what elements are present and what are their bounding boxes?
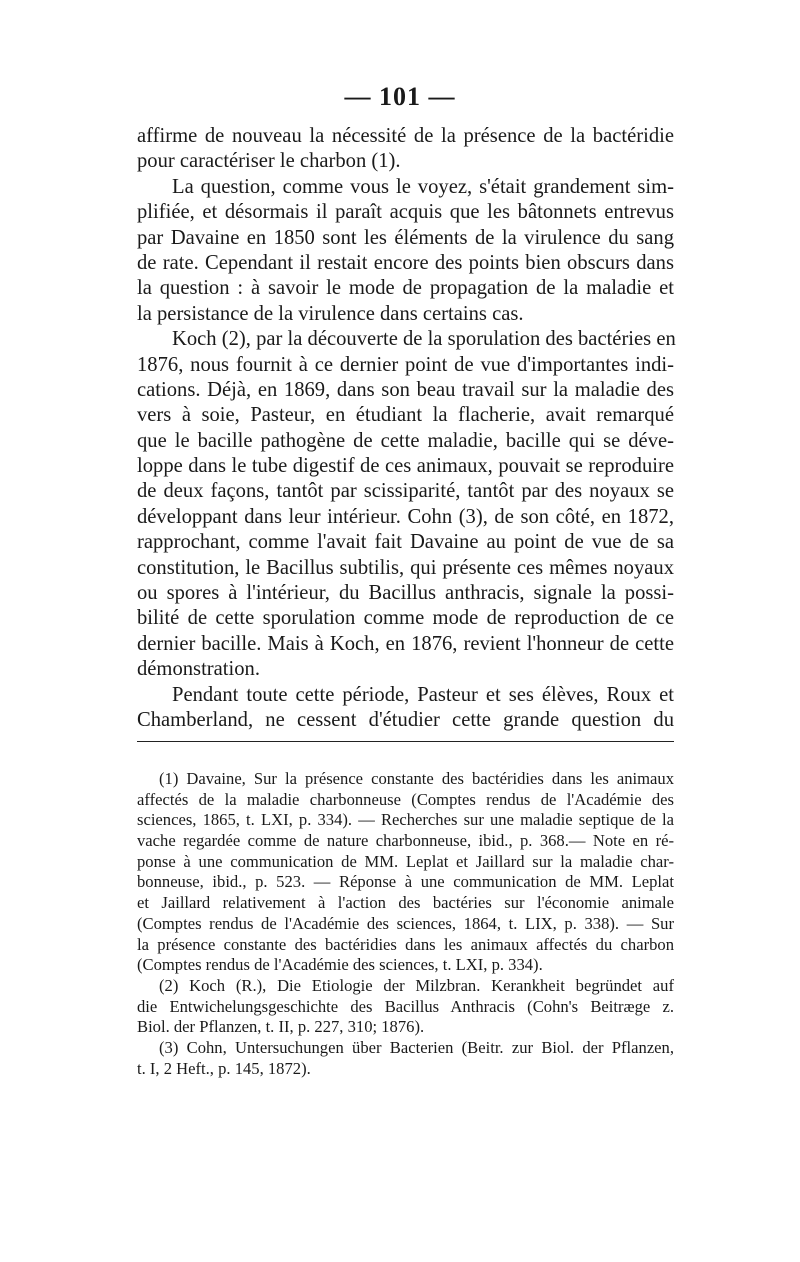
text-line: de rate. Cependant il restait encore des points bien obscurs dans: [137, 251, 674, 274]
text-line: dernier bacille. Mais à Koch, en 1876, revient l'honneur de cette: [137, 632, 674, 655]
footnote-line: affectés de la maladie charbonneuse (Comptes rendus de l'Académie des: [137, 789, 674, 809]
page-number: — 101 —: [344, 82, 456, 111]
text-line: plifiée, et désormais il paraît acquis que les bâtonnets entrevus: [137, 201, 674, 224]
footnote-line: et Jaillard relativement à l'action des bactéries sur l'économie animale: [137, 893, 674, 913]
text-line: de deux façons, tantôt par scissiparité, tantôt par des noyaux se: [137, 480, 674, 503]
main-text: [137, 124, 674, 733]
footnote-line: la présence constante des bactéridies dans les animaux affectés du charbon: [137, 934, 674, 954]
footnote-line: sciences, 1865, t. LXI, p. 334). — Recherches sur une maladie septique de la: [137, 810, 674, 830]
text-line: rapprochant, comme l'avait fait Davaine au point de vue de sa: [137, 531, 674, 554]
text-line: ou spores à l'intérieur, du Bacillus anthracis, signale la possi-: [137, 582, 674, 605]
text-line: bilité de cette sporulation comme mode de reproduction de ce: [137, 607, 674, 630]
text-line: pour caractériser le charbon (1).: [137, 150, 401, 173]
footnote-line: (Comptes rendus de l'Académie des sciences, 1864, t. LIX, p. 338). — Sur: [137, 913, 674, 933]
footnote-line: bonneuse, ibid., p. 523. — Réponse à une communication de MM. Leplat: [137, 872, 674, 892]
text-line: que le bacille pathogène de cette maladie, bacille qui se déve-: [137, 429, 674, 452]
text-line: affirme de nouveau la nécessité de la présence de la bactéridie: [137, 125, 674, 147]
footnote-line: (2) Koch (R.), Die Etiologie der Milzbran. Kerankheit begründet auf: [159, 975, 674, 995]
footnotes: [137, 769, 674, 1079]
text-line: la question : à savoir le mode de propagation de la maladie et: [137, 277, 674, 300]
text-line: Pendant toute cette période, Pasteur et ses élèves, Roux et: [172, 683, 674, 706]
text-line: Koch (2), par la découverte de la sporulation des bactéries en: [172, 328, 676, 351]
text-line: cations. Déjà, en 1869, dans son beau travail sur la maladie des: [137, 378, 674, 401]
text-line: loppe dans le tube digestif de ces animaux, pouvait se reproduire: [137, 455, 674, 478]
footnote-line: (3) Cohn, Untersuchungen über Bacterien (Beitr. zur Biol. der Pflanzen,: [159, 1037, 674, 1057]
footnote-line: (Comptes rendus de l'Académie des sciences, t. LXI, p. 334).: [137, 955, 543, 975]
footnote-line: ponse à une communication de MM. Leplat et Jaillard sur la maladie char-: [137, 851, 674, 871]
footnote-line: Biol. der Pflanzen, t. II, p. 227, 310; 1876).: [137, 1017, 425, 1037]
footnote-line: die Entwichelungsgeschichte des Bacillus Anthracis (Cohn's Beitræge z.: [137, 996, 674, 1016]
text-line: Chamberland, ne cessent d'étudier cette grande question du: [137, 708, 674, 731]
text-line: développant dans leur intérieur. Cohn (3), de son côté, en 1872,: [137, 505, 674, 528]
text-line: constitution, le Bacillus subtilis, qui présente ces mêmes noyaux: [137, 556, 674, 579]
footnote-separator: [137, 741, 674, 742]
text-line: démonstration.: [137, 658, 260, 681]
text-line: la persistance de la virulence dans certains cas.: [137, 302, 524, 325]
footnote-line: t. I, 2 Heft., p. 145, 1872).: [137, 1058, 311, 1078]
footnote-line: vache regardée comme de nature charbonneuse, ibid., p. 368.— Note en ré-: [137, 831, 674, 851]
footnote-line: (1) Davaine, Sur la présence constante des bactéridies dans les animaux: [159, 769, 674, 788]
text-line: par Davaine en 1850 sont les éléments de la virulence du sang: [137, 226, 674, 249]
text-line: vers à soie, Pasteur, en étudiant la flacherie, avait remarqué: [137, 404, 674, 427]
text-line: 1876, nous fournit à ce dernier point de vue d'importantes indi-: [137, 353, 674, 376]
text-line: La question, comme vous le voyez, s'était grandement sim-: [172, 175, 674, 198]
